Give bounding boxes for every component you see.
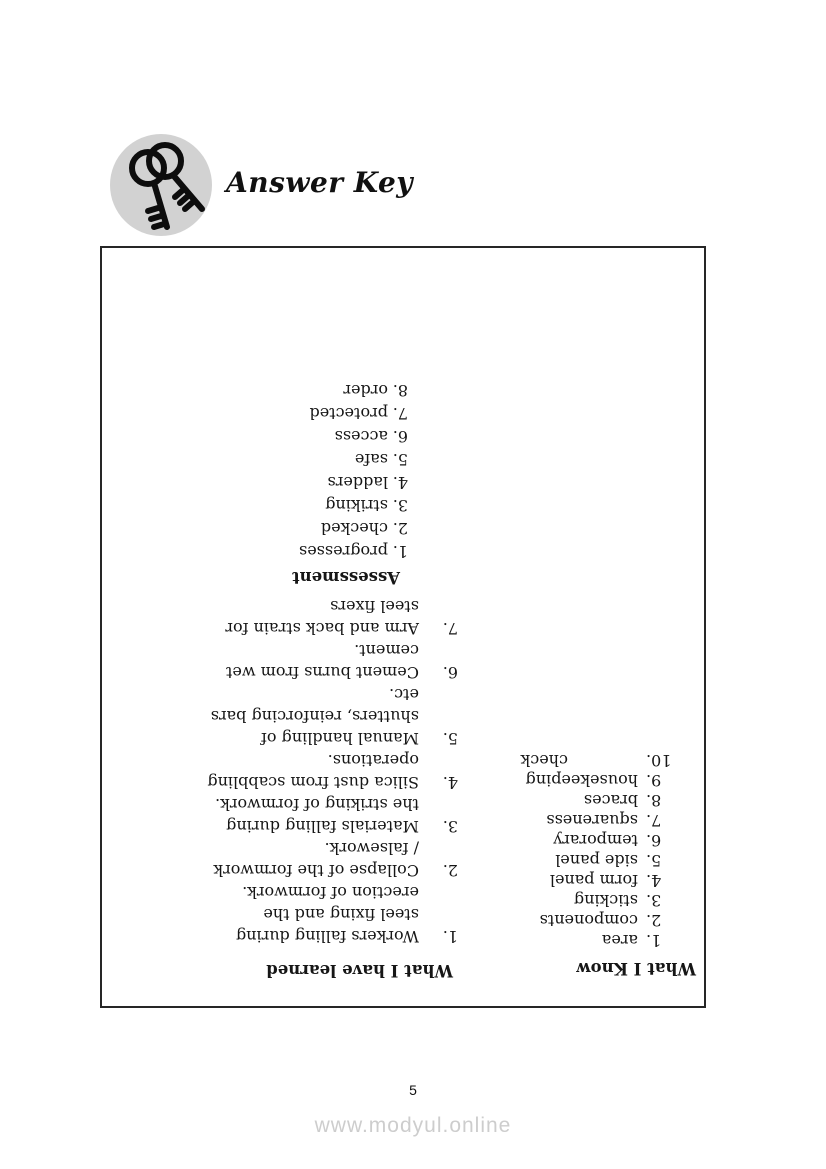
item-text: components (539, 911, 638, 930)
answer-item (106, 379, 408, 402)
item-text: access (334, 427, 388, 446)
item-number: 5. (442, 729, 458, 748)
answer-item (458, 790, 696, 810)
item-text: check (520, 751, 568, 770)
section-header-what-i-have-learned: What I have learned (266, 961, 453, 980)
item-number: 4. (646, 871, 662, 890)
item-text: checked (320, 519, 388, 538)
item-number: 3. (646, 891, 662, 910)
item-number: 6. (442, 663, 458, 682)
item-text: protected (309, 404, 388, 423)
item-text: order (343, 381, 388, 400)
answer-item (458, 930, 696, 950)
item-number: 7. (646, 811, 662, 830)
answer-item (458, 870, 696, 890)
keys-icon (106, 130, 216, 240)
item-text: Manual handling of shutters, reinforcing bars etc. (210, 685, 419, 748)
item-text: ladders (327, 473, 388, 492)
item-number: 7. (392, 404, 408, 423)
item-text: housekeeping (525, 771, 638, 790)
item-number: 9. (646, 771, 662, 790)
answer-item (106, 749, 458, 793)
answer-item (106, 639, 458, 683)
page-title: Answer Key (226, 166, 414, 199)
answer-item (106, 595, 458, 639)
answer-item (106, 425, 408, 448)
page-number: 5 (409, 1082, 417, 1098)
item-number: 8. (646, 791, 662, 810)
watermark-text: www.modyul.online (314, 1114, 512, 1137)
answer-item (458, 910, 696, 930)
item-number: 2. (392, 519, 408, 538)
answer-item (458, 830, 696, 850)
item-number: 1. (442, 927, 458, 946)
section-what-i-know (458, 750, 696, 978)
item-text: braces (583, 791, 638, 810)
item-text: Arm and back strain for steel fixers (225, 597, 419, 638)
answer-item (106, 793, 458, 837)
item-number: 6. (392, 427, 408, 446)
section-assessment (106, 379, 408, 587)
answer-item (458, 810, 696, 830)
answer-item (106, 494, 408, 517)
answer-item (106, 471, 408, 494)
answer-item (106, 402, 408, 425)
item-text: progresses (299, 542, 388, 561)
answer-item (458, 770, 696, 790)
section-header-assessment: Assessment (291, 568, 400, 587)
item-text: safe (354, 450, 388, 469)
answer-key-box (100, 246, 706, 1008)
item-number: 3. (442, 817, 458, 836)
section-right-column (106, 379, 458, 980)
item-text: Cement burns from wet cement. (225, 641, 419, 682)
section-header-what-i-know: What I Know (576, 959, 696, 978)
item-text: temporary (553, 831, 638, 850)
answer-item (458, 890, 696, 910)
assessment-list (106, 379, 408, 563)
item-number: 6. (646, 831, 662, 850)
item-text: sticking (573, 891, 638, 910)
item-text: Collapse of the formwork / falsework. (213, 839, 419, 880)
item-text: striking (325, 496, 388, 515)
item-text: Silica dust from scabbling operations. (207, 751, 419, 792)
item-number: 5. (392, 450, 408, 469)
item-text: squareness (546, 811, 638, 830)
item-number: 1. (646, 931, 662, 950)
answer-item (458, 750, 696, 770)
answer-item (106, 881, 458, 947)
item-number: 2. (442, 861, 458, 880)
answer-item (106, 683, 458, 749)
item-text: side panel (555, 851, 638, 870)
item-number: 1. (392, 542, 408, 561)
what-i-know-list (458, 750, 696, 950)
item-text: Materials falling during the striking of formwork. (215, 795, 419, 836)
item-number: 5. (646, 851, 662, 870)
item-number: 3. (392, 496, 408, 515)
what-i-have-learned-list (106, 595, 458, 947)
item-number: 2. (646, 911, 662, 930)
rotated-answer-content (102, 248, 704, 1006)
item-number: 4. (442, 773, 458, 792)
item-number: 7. (442, 619, 458, 638)
answer-item (106, 517, 408, 540)
item-number: 8. (392, 381, 408, 400)
item-text: area (601, 931, 638, 950)
item-text: Workers falling during steel fixing and the erection of formwork. (235, 883, 419, 946)
answer-item (106, 540, 408, 563)
answer-item (106, 837, 458, 881)
item-number: 4. (392, 473, 408, 492)
item-text: form panel (549, 871, 638, 890)
answer-item (106, 448, 408, 471)
answer-item (458, 850, 696, 870)
item-number: 10. (646, 751, 672, 770)
